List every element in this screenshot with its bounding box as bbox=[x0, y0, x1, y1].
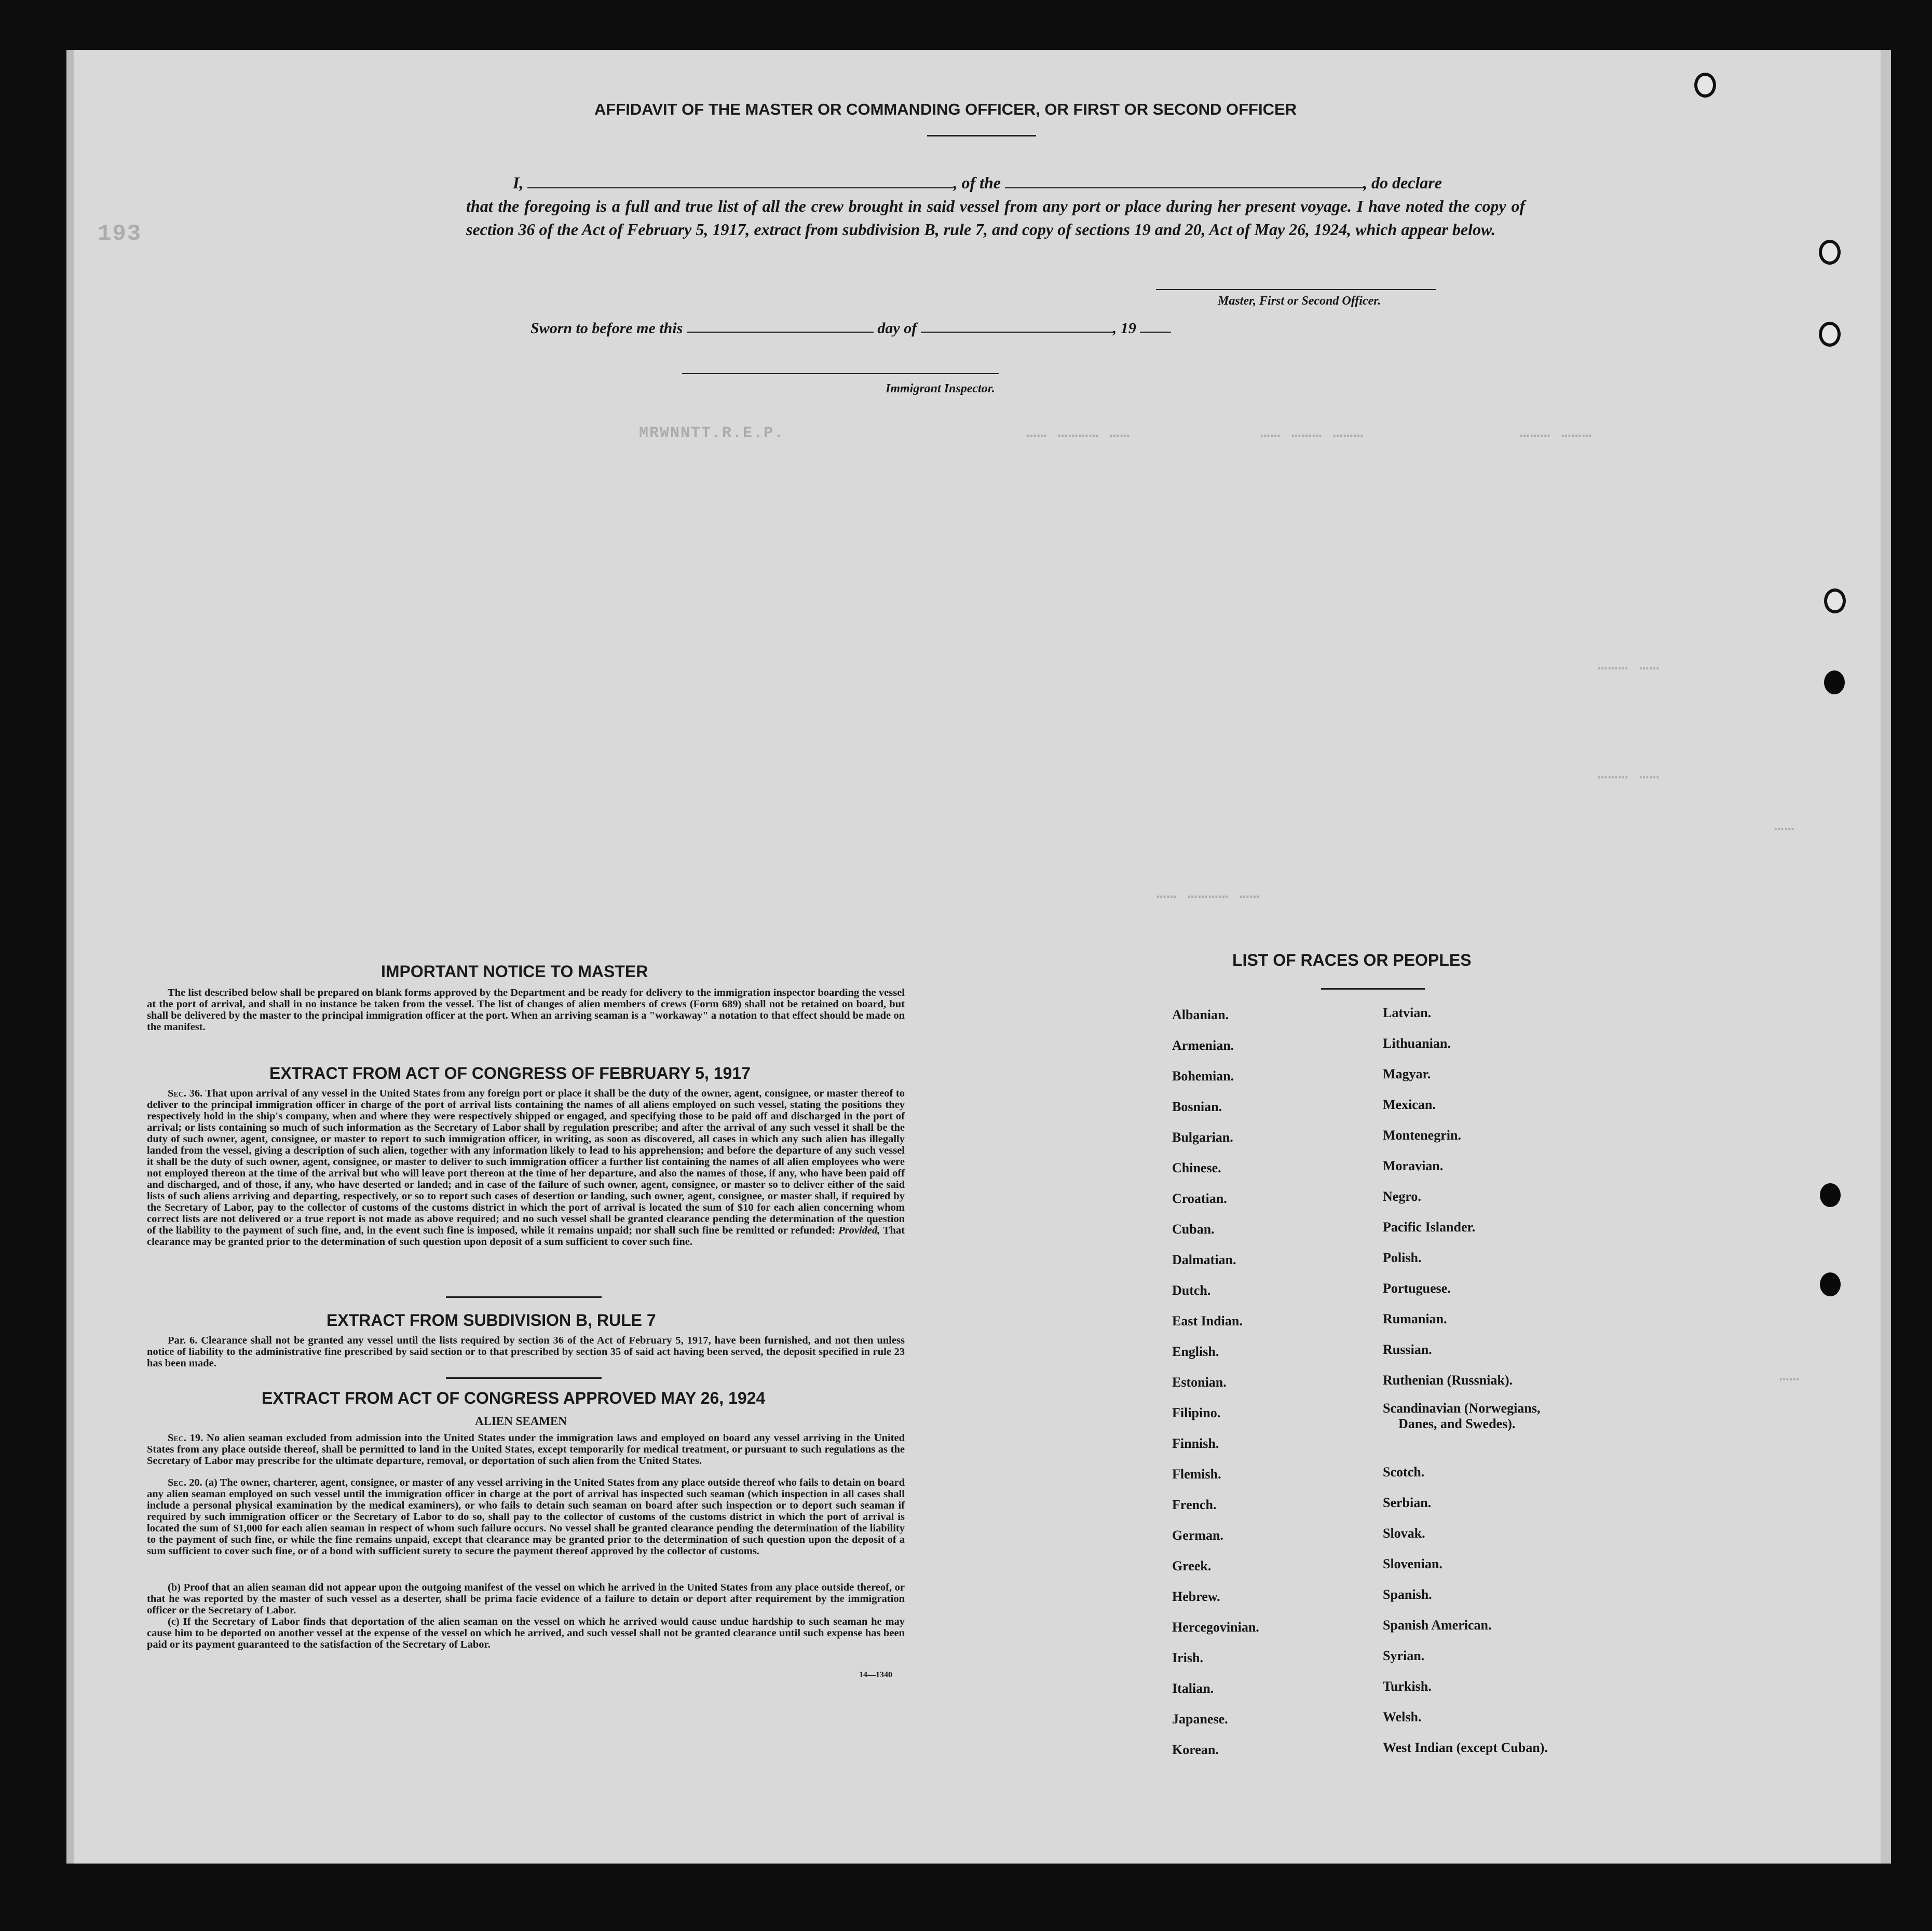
race-item: Bosnian. bbox=[1172, 1099, 1222, 1114]
sworn-year-blank[interactable] bbox=[1140, 332, 1171, 333]
race-item: Korean. bbox=[1172, 1742, 1219, 1757]
margin-number: 193 bbox=[98, 221, 142, 247]
binder-ring bbox=[1694, 73, 1716, 98]
race-item: Greek. bbox=[1172, 1558, 1212, 1573]
race-item: Croatian. bbox=[1172, 1191, 1227, 1206]
race-item: Pacific Islander. bbox=[1383, 1220, 1476, 1235]
binder-ring bbox=[1819, 240, 1841, 265]
race-item: Montenegrin. bbox=[1383, 1128, 1461, 1143]
bleed-through-mark: ……… …… bbox=[1598, 657, 1661, 675]
page-edge bbox=[66, 50, 74, 1864]
bleed-through-mark: …… ………… …… bbox=[1157, 885, 1261, 903]
race-item: Bulgarian. bbox=[1172, 1130, 1233, 1145]
race-item: Bohemian. bbox=[1172, 1069, 1234, 1084]
race-item: Syrian. bbox=[1383, 1648, 1425, 1663]
race-item: East Indian. bbox=[1172, 1313, 1243, 1329]
races-title: LIST OF RACES OR PEOPLES bbox=[1232, 951, 1472, 969]
bleed-through-mark: MRWNNTT.R.E.P. bbox=[639, 424, 785, 442]
inspector-signature-line[interactable] bbox=[682, 373, 999, 374]
bleed-through-mark: …… ……… ……… bbox=[1260, 424, 1365, 442]
race-item: Armenian. bbox=[1172, 1038, 1234, 1053]
extract-1917-text: Sec. 36. That upon arrival of any vessel in the United States from any foreign port or place it shall be the duty of the owner, agent, consignee, or master thereof to deliver to the principal immigration officer in charge of the port of arrival lists containing the names of all aliens employed on such vessel, stating the positions they respectively hold in the ship's company, when and where they were respectively shipped or engaged, and specifying those to be paid off and discharged in the port of arrival; or lists containing so much of such information as the Secretary of Labor shall by regulation prescribe; and after the arrival of any such vessel it shall be the duty of such owner, agent, consignee, or master to report to such immigration officer, in writing, as soon as discovered, all cases in which any such alien has illegally landed from the vessel, giving a description of such alien, together with any information likely to lead to his apprehension; and before the departure of any such vessel it shall be the duty of such owner, agent, consignee, or master to deliver to such immigration officer a further list containing the names of all alien employees who were not employed thereon at the time of the arrival but who will leave port thereon at the time of her departure, and also the names of those, if any, who have been paid off and discharged, and of those, if any, who have deserted or landed; and in case of the failure of such owner, agent, consignee, or master so to deliver either of the said lists of such aliens arriving and departing, respectively, or so to report such cases of desertion or landing, such owner, agent, consignee, or master shall, if required by the Secretary of Labor, pay to the collector of customs of the customs district in which the port of arrival is located the sum of $10 for each alien concerning whom correct lists are not delivered or a true report is not made as above required; and no such vessel shall be granted clearance pending the determination of the question of the liability to the payment of such fine, and, in the event such fine is imposed, while it remains unpaid; nor shall such fine be remitted or refunded: Provided, That clearance may be granted prior to the determination of such question upon deposit of a sum sufficient to cover such fine. bbox=[147, 1088, 905, 1248]
race-item: French. bbox=[1172, 1497, 1217, 1512]
race-item: Magyar. bbox=[1383, 1066, 1431, 1081]
extract-1924-subtitle: ALIEN SEAMEN bbox=[475, 1415, 567, 1428]
race-item: Hebrew. bbox=[1172, 1589, 1220, 1604]
extract-rule7-text: Par. 6. Clearance shall not be granted any vessel until the lists required by section 36 of the Act of February 5, 1917, have been furnished, and not then unless notice of liability to the administrative fine prescribed by said section or to that prescribed by section 35 of said act having been served, the deposit specified in rule 23 has been made. bbox=[147, 1335, 905, 1369]
race-item: Ruthenian (Russniak). bbox=[1383, 1373, 1513, 1388]
race-item: Italian. bbox=[1172, 1681, 1214, 1696]
sworn-date-blank[interactable] bbox=[687, 332, 874, 333]
extract-1924-sec20a: Sec. 20. (a) The owner, charterer, agent, consignee, or master of any vessel arriving in the United States from any place outside thereof who fails to detain on board any alien seaman employed on such vessel until the immigration officer in charge at the port of arrival has inspected such seaman (which inspection in all cases shall include a personal physical examination by the medical examiners), or who fails to detain such seaman on board after such inspection or to deport such seaman if required by such immigration officer or the Secretary of Labor to do so, shall pay to the collector of customs of the customs district in which the port of arrival is located the sum of $1,000 for each alien seaman in respect of whom such failure occurs. No vessel shall be granted clearance pending the determination of the liability to the payment of such fine, or while the fine remains unpaid, except that clearance may be granted prior to the determination of such question upon the deposit of a sum sufficient to cover such fine, or of a bond with sufficient surety to secure the payment thereof approved by the collector of customs. bbox=[147, 1477, 905, 1557]
race-item: Estonian. bbox=[1172, 1375, 1227, 1390]
race-item: Turkish. bbox=[1383, 1679, 1432, 1694]
race-item: Japanese. bbox=[1172, 1711, 1228, 1727]
race-item: Mexican. bbox=[1383, 1097, 1436, 1112]
race-item: Flemish. bbox=[1172, 1467, 1221, 1482]
bleed-through-mark: ……… …… bbox=[1598, 766, 1661, 784]
race-item: Filipino. bbox=[1172, 1405, 1221, 1420]
title-rule bbox=[927, 135, 1036, 136]
races-list-right bbox=[1383, 997, 1548, 1763]
punch-hole bbox=[1820, 1272, 1841, 1296]
bleed-through-mark: …… bbox=[1779, 1368, 1801, 1386]
race-item: Russian. bbox=[1383, 1342, 1432, 1357]
extract-1924-sec19: Sec. 19. No alien seaman excluded from admission into the United States under the immigration laws and employed on board any vessel arriving in the United States from any place outside thereof, shall be permitted to land in the United States, except temporarily for medical treatment, or pursuant to such regulations as the Secretary of Labor may prescribe for the ultimate departure, removal, or deportation of such alien from the United States. bbox=[147, 1432, 905, 1467]
sworn-line: Sworn to before me this day of , 19 bbox=[530, 320, 1171, 337]
race-item: Negro. bbox=[1383, 1189, 1421, 1204]
vessel-blank[interactable] bbox=[1005, 187, 1363, 188]
race-item: Albanian. bbox=[1172, 1007, 1229, 1022]
binder-ring bbox=[1819, 322, 1841, 347]
race-item: Dutch. bbox=[1172, 1283, 1211, 1298]
extract-1924-sec20c: (c) If the Secretary of Labor finds that deportation of the alien seaman on the vessel on which he arrived would cause undue hardship to such seaman he may cause him to be deported on another vessel at the expense of the vessel on which he arrived, and such vessel shall not be granted clearance until such expense has been paid or its payment guaranteed to the satisfaction of the Secretary of Labor. bbox=[147, 1616, 905, 1650]
race-item: Rumanian. bbox=[1383, 1311, 1447, 1326]
page-edge bbox=[1881, 50, 1891, 1864]
bleed-through-mark: …… bbox=[1774, 818, 1795, 836]
signature-label: Master, First or Second Officer. bbox=[1218, 294, 1381, 308]
race-item: Slovenian. bbox=[1383, 1556, 1443, 1571]
extract-1917-title: EXTRACT FROM ACT OF CONGRESS OF FEBRUARY 5, 1917 bbox=[269, 1064, 751, 1083]
document-page bbox=[66, 50, 1891, 1864]
punch-hole bbox=[1820, 1183, 1841, 1207]
section-rule bbox=[446, 1296, 602, 1298]
affidavit-line-1: I, , of the , do declare bbox=[513, 173, 1442, 192]
bleed-through-mark: …… ………… …… bbox=[1027, 424, 1131, 442]
extract-1924-sec20b: (b) Proof that an alien seaman did not appear upon the outgoing manifest of the vessel on which he arrived in the United States from any place outside thereof, or that he was reported by the master of such vessel as a deserter, shall be prima facie evidence of a failure to detain or deport after requirement by the immigration officer or the Secretary of Labor. bbox=[147, 1582, 905, 1616]
race-item: Serbian. bbox=[1383, 1495, 1432, 1510]
extract-rule7-title: EXTRACT FROM SUBDIVISION B, RULE 7 bbox=[326, 1311, 656, 1330]
race-item: Moravian. bbox=[1383, 1158, 1444, 1173]
race-item: Dalmatian. bbox=[1172, 1252, 1236, 1267]
race-item: Welsh. bbox=[1383, 1709, 1422, 1724]
race-item: Spanish American. bbox=[1383, 1618, 1492, 1633]
race-item: Scandinavian (Norwegians, Danes, and Swedes). bbox=[1383, 1395, 1548, 1457]
race-item-continuation: Danes, and Swedes). bbox=[1398, 1416, 1516, 1431]
race-item: Scotch. bbox=[1383, 1464, 1425, 1480]
race-item: German. bbox=[1172, 1528, 1223, 1543]
bleed-through-mark: ……… ……… bbox=[1520, 424, 1593, 442]
race-item: Slovak. bbox=[1383, 1526, 1425, 1541]
form-number: 14—1340 bbox=[859, 1670, 892, 1679]
signature-line[interactable] bbox=[1156, 289, 1436, 290]
race-item: Portuguese. bbox=[1383, 1281, 1451, 1296]
punch-hole bbox=[1824, 670, 1845, 694]
sworn-month-blank[interactable] bbox=[921, 332, 1113, 333]
extract-1924-title: EXTRACT FROM ACT OF CONGRESS APPROVED MAY 26, 1924 bbox=[262, 1389, 766, 1407]
inspector-label: Immigrant Inspector. bbox=[886, 382, 995, 395]
race-item: West Indian (except Cuban). bbox=[1383, 1740, 1548, 1755]
race-item: Cuban. bbox=[1172, 1222, 1215, 1237]
section-rule bbox=[446, 1377, 602, 1379]
affidavit-title: AFFIDAVIT OF THE MASTER OR COMMANDING OFFICER, OR FIRST OR SECOND OFFICER bbox=[594, 100, 1297, 118]
affidavit-text bbox=[466, 171, 1593, 241]
race-item: English. bbox=[1172, 1344, 1219, 1359]
race-item: Latvian. bbox=[1383, 1005, 1432, 1020]
race-item: Hercegovinian. bbox=[1172, 1620, 1259, 1635]
races-rule bbox=[1321, 988, 1425, 990]
races-list-left bbox=[1172, 999, 1259, 1765]
binder-ring bbox=[1824, 588, 1846, 613]
race-item: Spanish. bbox=[1383, 1587, 1432, 1602]
race-item: Polish. bbox=[1383, 1250, 1422, 1265]
notice-title: IMPORTANT NOTICE TO MASTER bbox=[381, 962, 648, 981]
race-item: Chinese. bbox=[1172, 1160, 1221, 1175]
race-item: Irish. bbox=[1172, 1650, 1203, 1665]
notice-text: The list described below shall be prepared on blank forms approved by the Department and be ready for delivery to the immigration inspector boarding the vessel at the port of arrival, and shall in no instance be taken from the vessel. The list of changes of alien members of crews (Form 689) shall not be retained on board, but shall be delivered by the master to the principal immigration officer at the port. When an arriving seaman is a "workaway" a notation to that effect should be made on the manifest. bbox=[147, 987, 905, 1033]
race-item: Finnish. bbox=[1172, 1436, 1219, 1451]
race-item: Lithuanian. bbox=[1383, 1036, 1451, 1051]
name-blank[interactable] bbox=[527, 187, 953, 188]
affidavit-body: that the foregoing is a full and true list of all the crew brought in said vessel from any port or place during her present voyage. I have noted the copy of section 36 of the Act of February 5, 1917, extract from subdivision B, rule 7, and copy of sections 19 and 20, Act of May 26, 1924, which appear below. bbox=[466, 197, 1525, 239]
